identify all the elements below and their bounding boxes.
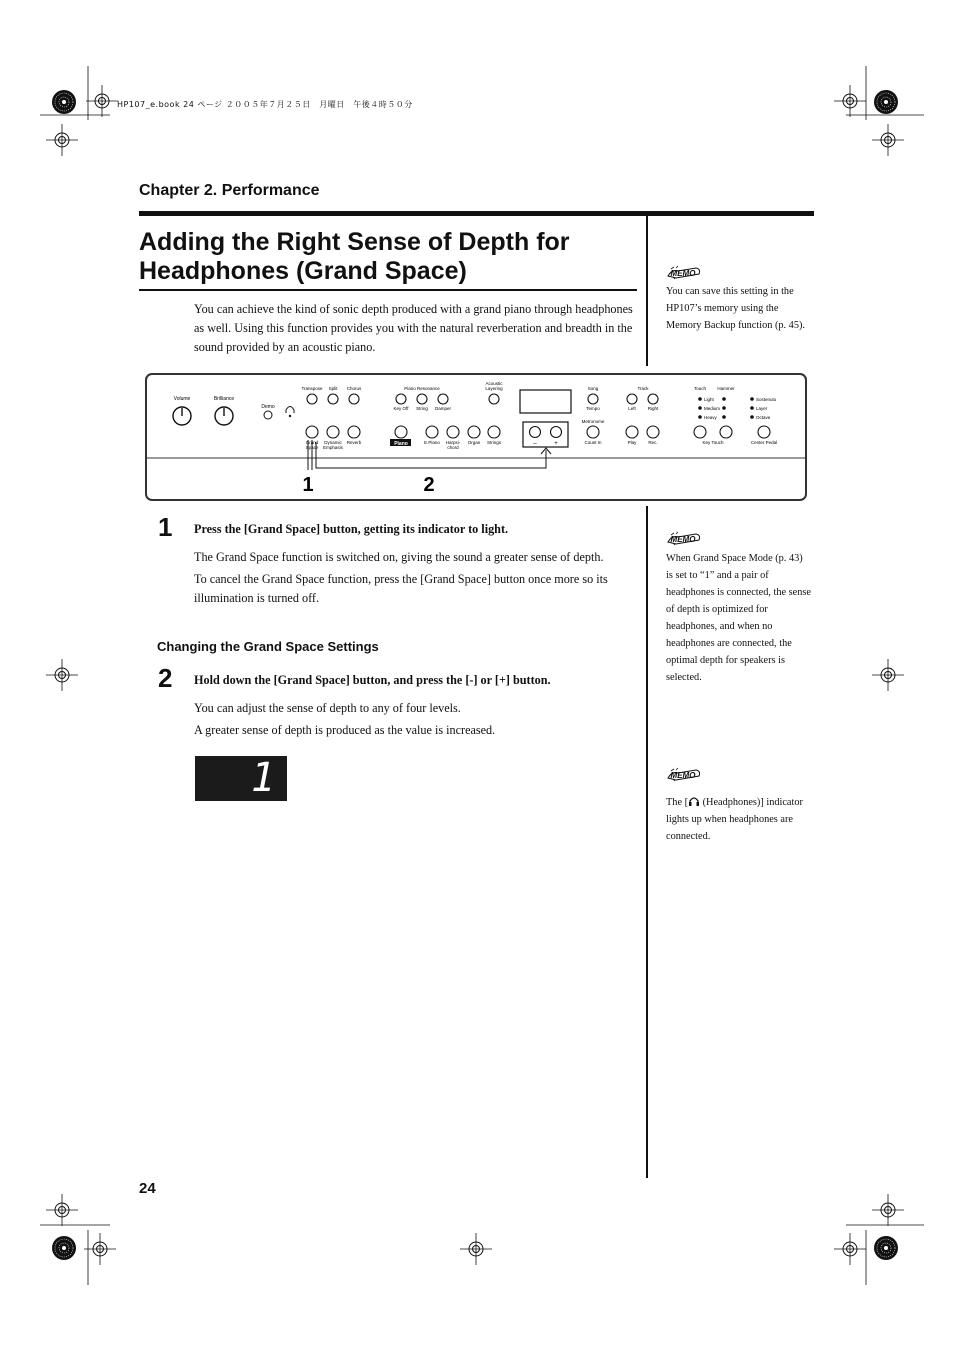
page-title xyxy=(139,228,639,286)
split-label: Split xyxy=(328,386,338,391)
title-line2: Headphones (Grand Space) xyxy=(139,257,467,285)
chord-label: chord xyxy=(447,445,459,450)
memo-note-2: When Grand Space Mode (p. 43) is set to “1” and a pair of headphones is connected, the sense of depth is optimized for headphones, and when no headphones are connected, the optimal depth for speakers is selected. xyxy=(666,553,811,683)
key-off-label: Key Off xyxy=(393,406,409,411)
emphasis-label: Emphasis xyxy=(323,445,343,450)
octave-label: Octave xyxy=(756,415,771,420)
memo-note-1: You can save this setting in the HP107’s memory using the Memory Backup function (p. 45). xyxy=(666,286,805,331)
section-subheading: Changing the Grand Space Settings xyxy=(157,639,379,654)
demo-label: Demo xyxy=(261,404,275,410)
column-rule xyxy=(646,216,648,1178)
layering-label: Layering xyxy=(485,386,503,391)
grand-label: Grand xyxy=(305,440,319,445)
layer-label: Layer xyxy=(756,406,768,411)
volume-label: Volume xyxy=(173,396,191,402)
plus-label: + xyxy=(554,441,558,447)
organ-label: Organ xyxy=(467,440,481,445)
tempo-label: Tempo xyxy=(586,406,600,411)
intro-paragraph: You can achieve the kind of sonic depth produced with a grand piano through headphones as well. Using this function provides you with the natural reverberation and breadth in the sound provided by an acoustic piano. xyxy=(194,302,633,354)
memo-label: MEMO xyxy=(670,771,696,780)
title-line1: Adding the Right Sense of Depth for xyxy=(139,228,570,256)
rec-label: Rec. xyxy=(648,440,658,445)
step-2-text-1: You can adjust the sense of depth to any of four levels. xyxy=(194,701,461,715)
space-label: Space xyxy=(305,445,319,450)
reverb-label: Reverb xyxy=(346,440,362,445)
transpose-label: Transpose xyxy=(301,386,323,391)
memo-icon xyxy=(666,767,702,782)
light-label: Light xyxy=(704,397,714,402)
harpsi-label: Harpsi- xyxy=(445,440,461,445)
count-in-label: Count In xyxy=(584,440,602,445)
title-rule xyxy=(139,289,637,291)
minus-label: – xyxy=(533,441,537,447)
play-label: Play xyxy=(627,440,637,445)
page-number: 24 xyxy=(139,1180,156,1197)
demo-button xyxy=(264,411,272,419)
center-pedal-label: Center Pedal xyxy=(750,440,778,445)
memo-label: MEMO xyxy=(670,535,696,544)
string-label: String xyxy=(416,406,428,411)
touch-label: Touch xyxy=(693,386,707,391)
step-1-number: 1 xyxy=(158,512,173,542)
right-label: Right xyxy=(647,406,659,411)
top-rule xyxy=(139,211,814,216)
piano-resonance-label: Piano Resonance xyxy=(404,386,440,391)
medium-label: Medium xyxy=(704,406,721,411)
brilliance-label: Brilliance xyxy=(213,396,235,402)
sostenuto-label: Sostenuto xyxy=(756,397,777,402)
memo-icon xyxy=(666,531,702,546)
dynamic-label: Dynamic xyxy=(324,440,342,445)
chorus-label: Chorus xyxy=(346,386,362,391)
step-2-text-2: A greater sense of depth is produced as the value is increased. xyxy=(194,723,496,737)
panel-illustration xyxy=(144,372,808,502)
track-label: Track xyxy=(637,386,649,391)
step-1-text-2: To cancel the Grand Space function, press the [Grand Space] button once more so its illumination is turned off. xyxy=(194,572,608,605)
memo-3-prefix: The [ xyxy=(666,797,689,808)
key-touch-label: Key Touch xyxy=(702,440,724,445)
memo-icon xyxy=(666,265,702,280)
strings-label: Strings xyxy=(486,440,502,445)
callout-1: 1 xyxy=(302,474,314,496)
memo-label: MEMO xyxy=(670,269,696,278)
step-1-heading: Press the [Grand Space] button, getting its indicator to light. xyxy=(194,522,509,536)
led-display xyxy=(195,756,287,801)
memo-note-3 xyxy=(666,794,812,845)
damper-label: Damper xyxy=(434,406,452,411)
headphones-icon xyxy=(688,796,700,807)
hammer-label: Hammer xyxy=(717,386,735,391)
epiano-label: E.Piano xyxy=(424,440,440,445)
print-header: HP107_e.book 24 ページ ２００５年７月２５日 月曜日 午後４時５０分 xyxy=(117,100,413,109)
song-label: Song xyxy=(587,386,599,391)
callout-2: 2 xyxy=(423,474,435,496)
step-1-text-1: The Grand Space function is switched on, giving the sound a greater sense of depth. xyxy=(194,550,604,564)
step-2-heading: Hold down the [Grand Space] button, and press the [-] or [+] button. xyxy=(194,673,551,687)
metronome-label: Metronome xyxy=(581,419,605,424)
left-label: Left xyxy=(628,406,636,411)
acoustic-label: Acoustic xyxy=(485,381,503,386)
led-display-value: 1 xyxy=(250,755,275,801)
heavy-label: Heavy xyxy=(704,415,717,420)
chapter-heading: Chapter 2. Performance xyxy=(139,182,320,199)
piano-label: Piano xyxy=(394,441,408,447)
memo-3-suffix: (Headphones)] indicator lights up when headphones are connected. xyxy=(666,797,803,842)
step-2-number: 2 xyxy=(158,663,173,693)
